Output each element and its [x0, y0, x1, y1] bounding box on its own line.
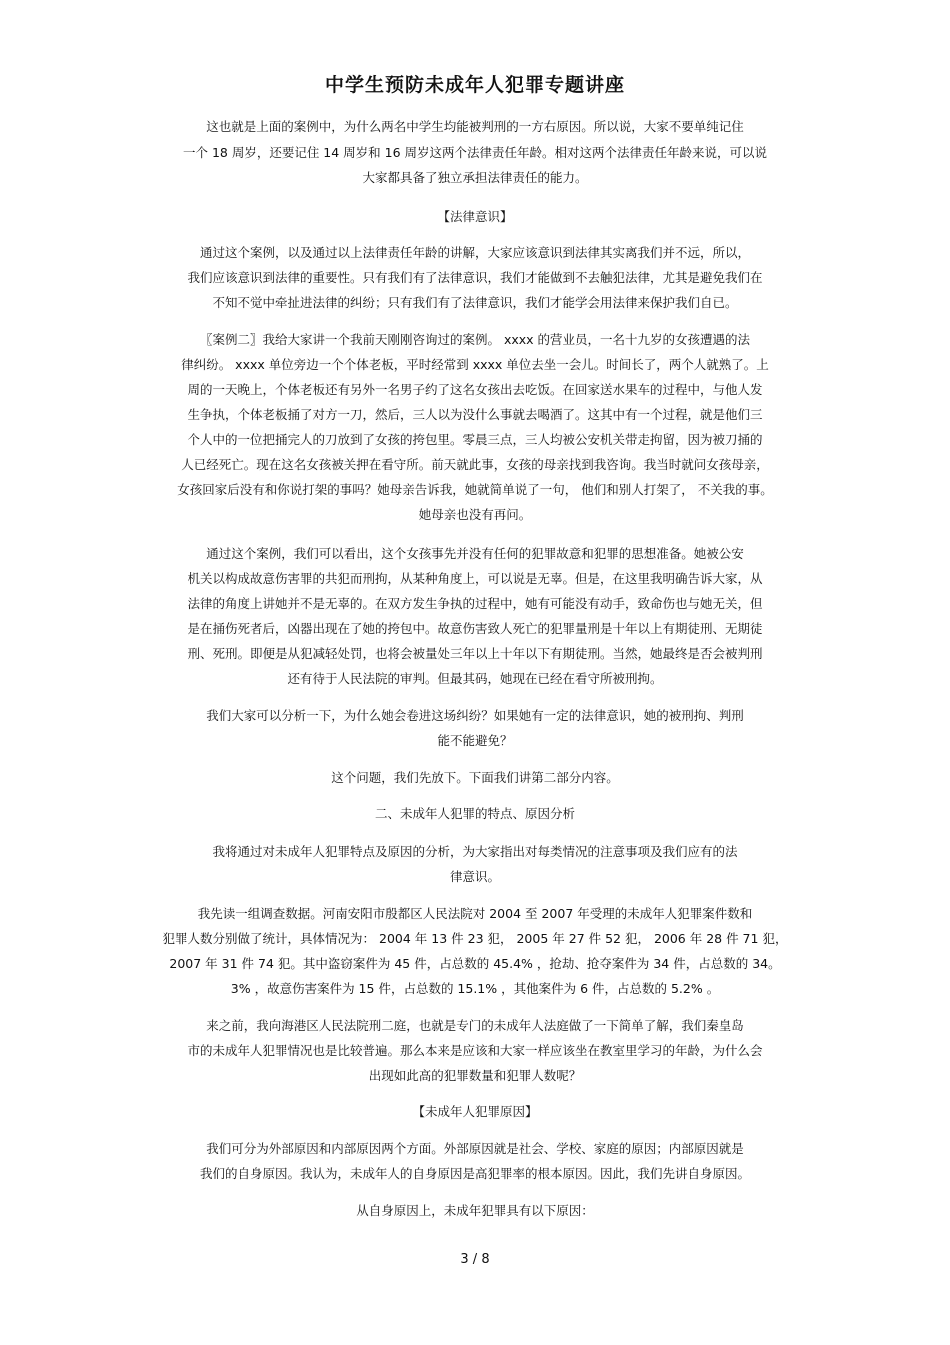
text-line: 刑、死刑。即便是从犯减轻处罚，也将会被量处三年以上十年以下有期徒刑。当然，她最终是否会被判刑	[187, 646, 763, 661]
text-line: 能不能避免？	[437, 733, 513, 748]
text-line: 还有待于人民法院的审判。但最其码，她现在已经在看守所被刑拘。	[287, 671, 663, 686]
text-line: 通过这个案例，以及通过以上法律责任年龄的讲解，大家应该意识到法律其实离我们并不远，所以，	[199, 245, 750, 260]
text-line: 我们大家可以分析一下，为什么她会卷进这场纠纷？如果她有一定的法律意识，她的被刑拘、判刑	[206, 708, 744, 723]
text-line: 机关以构成故意伤害罪的共犯而刑拘，从某种角度上，可以说是无辜。但是，在这里我明确告诉大家，从	[187, 571, 763, 586]
text-line: 〖案例二〗我给大家讲一个我前天刚刚咨询过的案例。 xxxx 的营业员，一名十九岁的女孩遭遇的法	[199, 332, 751, 347]
text-line: 2007 年 31 件 74 犯。其中盗窃案件为 45 件，占总数的 45.4% ，抢劫、抢夺案件为 34 件，占总数的 34。	[169, 956, 781, 971]
text-line: 通过这个案例，我们可以看出，这个女孩事先并没有任何的犯罪故意和犯罪的思想准备。她被公安	[206, 546, 744, 561]
text-line: 律意识。	[449, 869, 500, 884]
text-line: 个人中的一位把捅完人的刀放到了女孩的挎包里。零晨三点，三人均被公安机关带走拘留，因为被刀捅的	[187, 432, 763, 447]
text-line: 律纠纷。 xxxx 单位旁边一个个体老板，平时经常到 xxxx 单位去坐一会儿。时间长了，两个人就熟了。上	[181, 357, 769, 372]
text-line: 大家都具备了独立承担法律责任的能力。	[362, 170, 588, 185]
text-line: 市的未成年人犯罪情况也是比较普遍。那么本来是应该和大家一样应该坐在教室里学习的年龄，为什么会	[187, 1043, 763, 1058]
page-number: 3 / 8	[460, 1252, 490, 1267]
text-line: 我们的自身原因。我认为，未成年人的自身原因是高犯罪率的根本原因。因此，我们先讲自身原因。	[199, 1166, 750, 1181]
section-heading: 【未成年人犯罪原因】	[412, 1104, 538, 1119]
text-line: 我将通过对未成年人犯罪特点及原因的分析，为大家指出对每类情况的注意事项及我们应有的法	[212, 844, 738, 859]
text-line: 她母亲也没有再问。	[418, 507, 532, 522]
text-line: 生争执，个体老板捅了对方一刀，然后，三人以为没什么事就去喝酒了。这其中有一个过程，就是他们三	[187, 407, 763, 422]
text-line: 我们可分为外部原因和内部原因两个方面。外部原因就是社会、学校、家庭的原因；内部原因就是	[206, 1141, 744, 1156]
text-line: 是在捅伤死者后，凶器出现在了她的挎包中。故意伤害致人死亡的犯罪量刑是十年以上有期徒刑、无期徒	[187, 621, 763, 636]
text-line: 这个问题，我们先放下。下面我们讲第二部分内容。	[331, 770, 619, 785]
document-title: 中学生预防未成年人犯罪专题讲座	[324, 74, 625, 96]
text-line: 出现如此高的犯罪数量和犯罪人数呢？	[368, 1068, 582, 1083]
text-line: 不知不觉中牵扯进法律的纠纷；只有我们有了法律意识，我们才能学会用法律来保护我们自已。	[212, 295, 738, 310]
text-line: 从自身原因上，未成年犯罪具有以下原因：	[356, 1203, 594, 1218]
text-line: 我先读一组调查数据。河南安阳市殷都区人民法院对 2004 至 2007 年受理的未成年人犯罪案件数和	[197, 906, 753, 921]
section-heading: 【法律意识】	[437, 209, 513, 224]
text-line: 犯罪人数分别做了统计，具体情况为： 2004 年 13 件 23 犯， 2005 年 27 件 52 犯， 2006 年 28 件 71 犯，	[162, 931, 788, 946]
section-heading: 二、未成年人犯罪的特点、原因分析	[374, 806, 575, 821]
text-line: 一个 18 周岁，还要记住 14 周岁和 16 周岁这两个法律责任年龄。相对这两个法律责任年龄来说，可以说	[182, 145, 768, 160]
text-line: 来之前，我向海港区人民法院刑二庭，也就是专门的未成年人法庭做了一下简单了解，我们秦皇岛	[206, 1018, 744, 1033]
text-line: 这也就是上面的案例中，为什么两名中学生均能被判刑的一方右原因。所以说，大家不要单纯记住	[206, 119, 744, 134]
text-line: 女孩回家后没有和你说打架的事吗？她母亲告诉我，她就简单说了一句， 他们和别人打架了， 不关我的事。	[177, 482, 773, 497]
text-line: 周的一天晚上，个体老板还有另外一名男子约了这名女孩出去吃饭。在回家送水果车的过程中，与他人发	[187, 382, 763, 397]
text-line: 我们应该意识到法律的重要性。只有我们有了法律意识，我们才能做到不去触犯法律，尤其是避免我们在	[187, 270, 763, 285]
text-line: 人已经死亡。现在这名女孩被关押在看守所。前天就此事，女孩的母亲找到我咨询。我当时就问女孩母亲，	[181, 457, 769, 472]
text-line: 法律的角度上讲她并不是无辜的。在双方发生争执的过程中，她有可能没有动手，致命伤也与她无关，但	[187, 596, 763, 611]
text-line: 3% ，故意伤害案件为 15 件，占总数的 15.1% ，其他案件为 6 件，占总数的 5.2% 。	[230, 981, 720, 996]
